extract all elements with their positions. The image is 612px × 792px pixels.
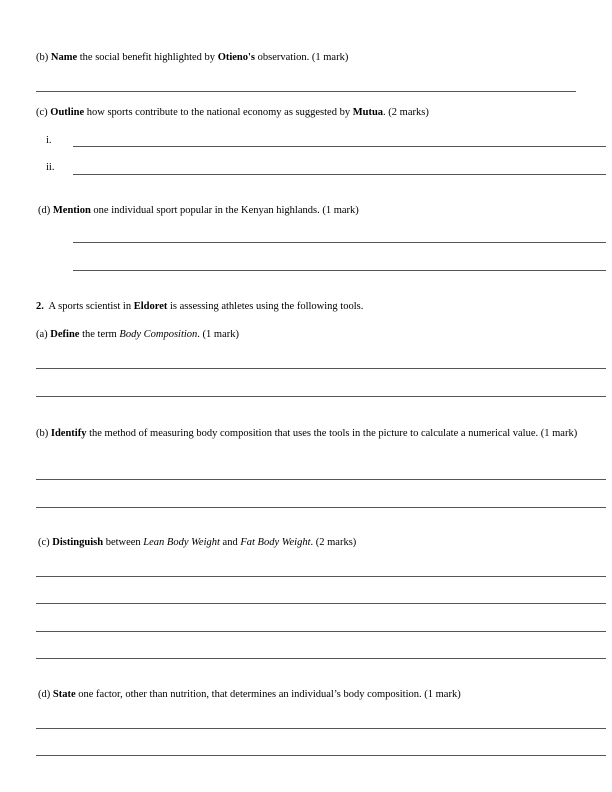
answer-line[interactable] bbox=[36, 507, 606, 508]
keyword: Mutua bbox=[352, 107, 384, 118]
answer-line[interactable] bbox=[36, 576, 606, 577]
keyword: State bbox=[52, 689, 76, 700]
answer-line[interactable] bbox=[36, 396, 606, 397]
question-2c: (c) Distinguish between Lean Body Weight and Fat Body Weight. (2 marks) bbox=[38, 537, 357, 548]
keyword: Mention bbox=[52, 205, 91, 216]
answer-line[interactable] bbox=[36, 631, 606, 632]
answer-line[interactable] bbox=[73, 242, 606, 243]
sub-item-label: ii. bbox=[46, 162, 55, 173]
question-number: 2. bbox=[36, 301, 44, 312]
answer-line[interactable] bbox=[36, 658, 606, 659]
answer-line[interactable] bbox=[36, 603, 606, 604]
answer-line[interactable] bbox=[36, 728, 606, 729]
keyword: Eldoret bbox=[133, 301, 168, 312]
keyword: Distinguish bbox=[52, 537, 104, 548]
answer-line[interactable] bbox=[73, 146, 606, 147]
answer-line[interactable] bbox=[36, 755, 606, 756]
answer-line[interactable] bbox=[36, 91, 576, 92]
keyword: Name bbox=[50, 52, 78, 63]
question-1c: (c) Outline how sports contribute to the national economy as suggested by Mutua. (2 marks) bbox=[36, 107, 429, 118]
answer-line[interactable] bbox=[73, 174, 606, 175]
question-2d: (d) State one factor, other than nutrition, that determines an individual’s body composition. (1 mark) bbox=[38, 689, 461, 700]
sub-item-label: i. bbox=[46, 135, 52, 146]
answer-line[interactable] bbox=[36, 368, 606, 369]
keyword: Define bbox=[50, 329, 80, 340]
question-1b: (b) Name the social benefit highlighted by Otieno's observation. (1 mark) bbox=[36, 52, 349, 63]
answer-line[interactable] bbox=[36, 479, 606, 480]
question-2-intro: 2. A sports scientist in Eldoret is assessing athletes using the following tools. bbox=[36, 301, 364, 312]
question-1d: (d) Mention one individual sport popular in the Kenyan highlands. (1 mark) bbox=[38, 205, 359, 216]
question-2b: (b) Identify the method of measuring body composition that uses the tools in the picture to calculate a numerical value. (1 mark) bbox=[36, 428, 578, 439]
answer-line[interactable] bbox=[73, 270, 606, 271]
question-2a: (a) Define the term Body Composition. (1 mark) bbox=[36, 329, 239, 340]
keyword: Identify bbox=[50, 428, 87, 439]
keyword: Otieno's bbox=[217, 52, 256, 63]
keyword: Outline bbox=[50, 107, 85, 118]
